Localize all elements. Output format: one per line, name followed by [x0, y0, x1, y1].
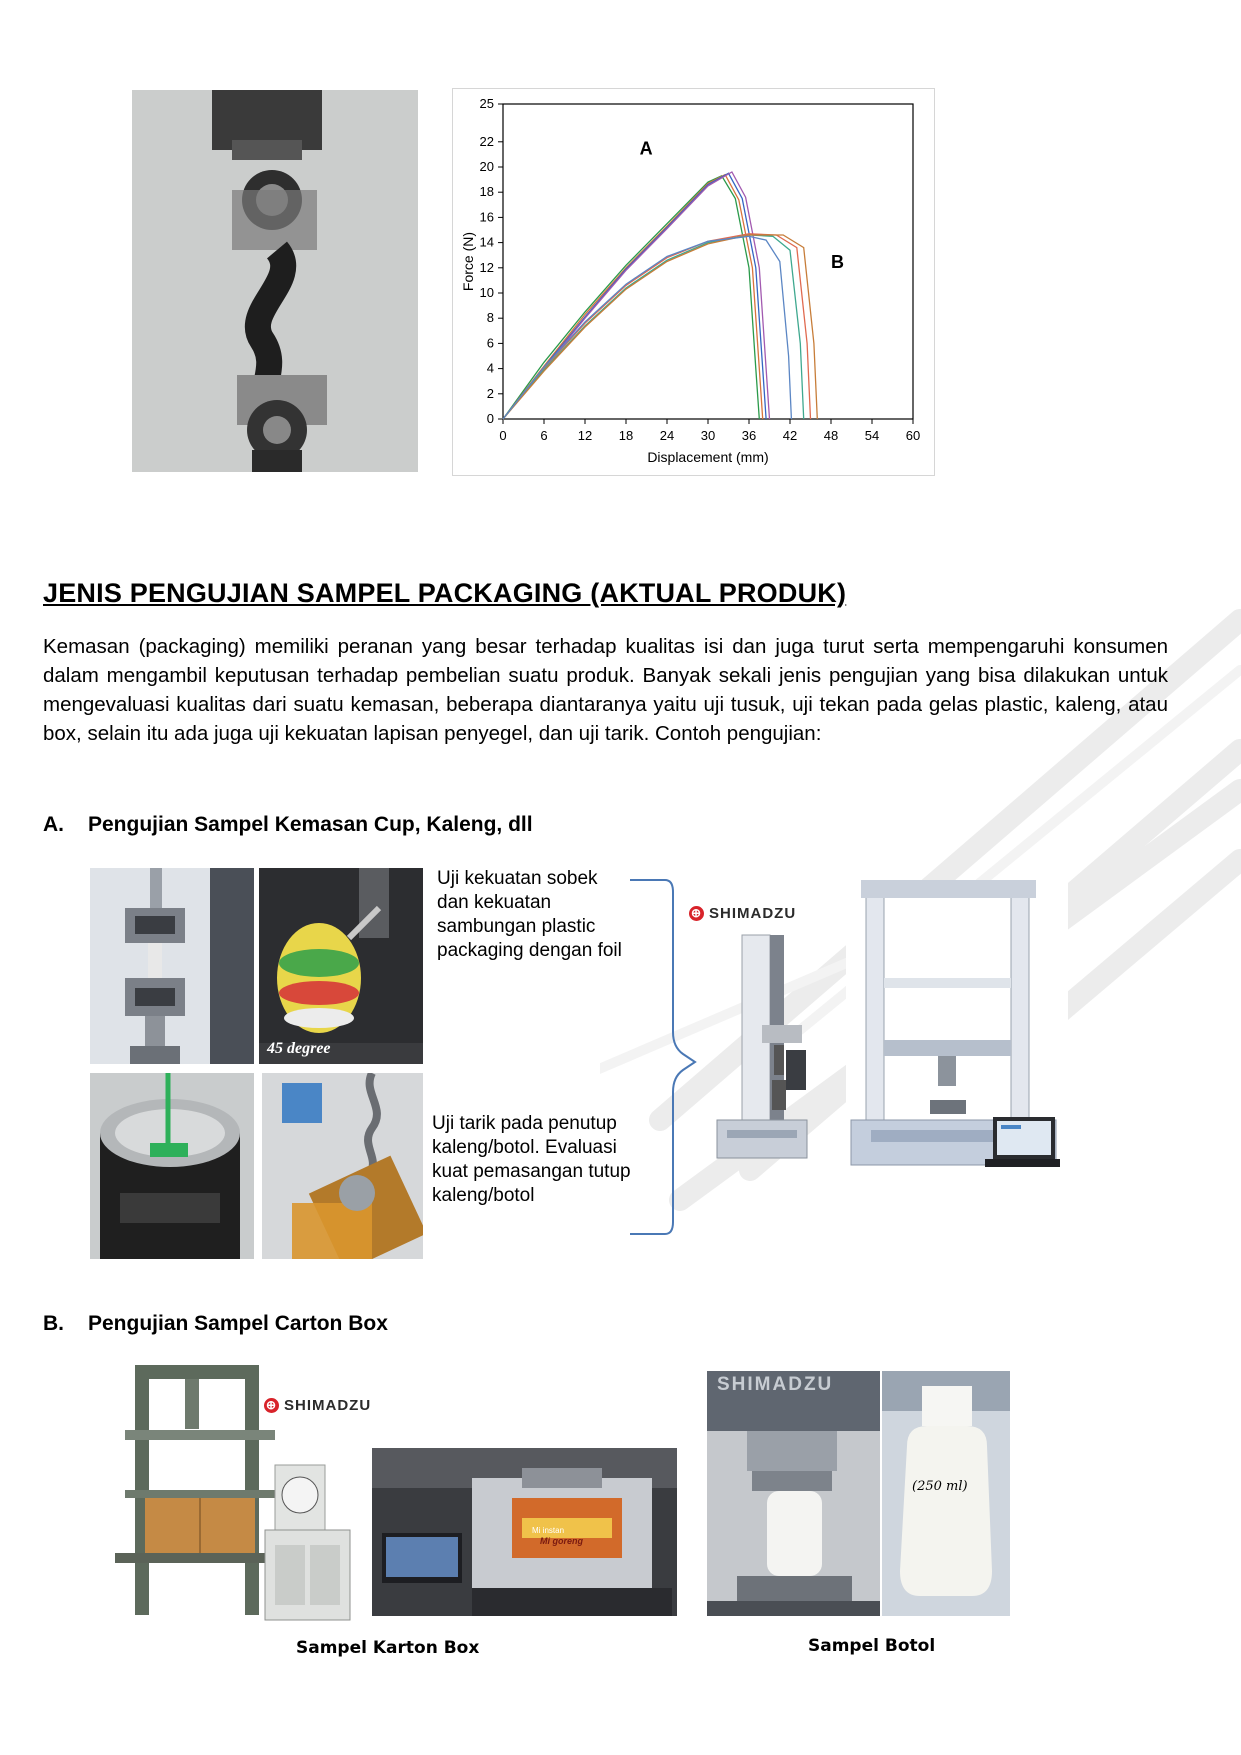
- y-tick-label: 18: [479, 184, 494, 200]
- series-line-A: [503, 175, 763, 419]
- section-a-title: [43, 813, 533, 837]
- y-tick-label: 12: [479, 259, 494, 275]
- caption-bottle: Sampel Botol: [808, 1636, 936, 1656]
- x-tick-label: 0: [499, 428, 507, 443]
- bottle-handwritten-label: (250 ml): [912, 1479, 968, 1494]
- intro-paragraph: Kemasan (packaging) memiliki peranan yang besar terhadap kualitas isi dan juga turut serta mempengaruhi konsumen dalam mengambil keputusan terhadap pembelian suatu produk. Banyak sekali jenis pengujian yang bisa dilakukan untuk mengevaluasi kualitas dari suatu kemasan, beberapa diantaranya yaitu uji tusuk, uji tekan pada gelas plastic, kaleng, atau box, selain itu ada juga uji kekuatan lapisan penyegel, dan uji tarik. Contoh pengujian:: [43, 635, 1168, 745]
- y-tick-label: 4: [486, 360, 494, 376]
- y-tick-label: 16: [479, 209, 494, 225]
- can-lid-photo: [90, 1073, 254, 1259]
- y-axis-label: Force (N): [460, 231, 476, 292]
- curve-group-label: B: [831, 251, 844, 272]
- tensile-cap-note: Uji tarik pada penutup kaleng/botol. Evaluasi kuat pemasangan tutup kaleng/botol: [432, 1113, 631, 1206]
- y-tick-label: 25: [479, 96, 494, 111]
- note-bracket: [625, 872, 705, 1242]
- bottle-compression-photo: [707, 1371, 880, 1616]
- force-displacement-chart-frame: [452, 88, 935, 476]
- x-axis-label: Displacement (mm): [647, 449, 769, 465]
- y-tick-label: 14: [479, 234, 494, 250]
- section-b-title: [43, 1312, 388, 1336]
- shimadzu-logo-a: [689, 905, 796, 922]
- box-print-product: Mi goreng: [540, 1536, 583, 1546]
- shimadzu-logo-mark-b: ⊕: [265, 1398, 278, 1412]
- x-tick-label: 36: [741, 428, 757, 443]
- x-tick-label: 48: [823, 428, 839, 443]
- carton-box-test-photo: [372, 1448, 677, 1616]
- y-tick-label: 6: [486, 335, 494, 351]
- bottle-cap-hook-photo: [262, 1073, 423, 1259]
- section-b-letter: B.: [43, 1312, 64, 1335]
- single-column-tester-image: [712, 925, 822, 1175]
- x-tick-label: 18: [618, 428, 634, 443]
- section-heading: JENIS PENGUJIAN SAMPEL PACKAGING (AKTUAL PRODUK): [43, 578, 847, 608]
- y-tick-label: 0: [486, 411, 494, 426]
- x-tick-label: 30: [700, 428, 716, 443]
- shimadzu-logo-mark: ⊕: [690, 906, 703, 920]
- laptop-image: [975, 1112, 1065, 1182]
- section-b-text: Pengujian Sampel Carton Box: [88, 1312, 388, 1335]
- section-a-letter: A.: [43, 813, 64, 836]
- shimadzu-logo-b: [264, 1397, 371, 1414]
- box-print-brand: Mi instan: [532, 1526, 565, 1535]
- caption-carton-box: Sampel Karton Box: [296, 1638, 480, 1658]
- y-tick-label: 8: [486, 310, 494, 326]
- shimadzu-brand-text-b: SHIMADZU: [284, 1397, 372, 1414]
- angle-label: 45 degree: [267, 1040, 331, 1057]
- series-line-A: [503, 172, 770, 419]
- shimadzu-brand-text: SHIMADZU: [709, 905, 797, 922]
- x-tick-label: 42: [782, 428, 798, 443]
- y-tick-label: 10: [479, 285, 494, 300]
- tensile-grip-photo: [132, 90, 418, 472]
- force-displacement-chart: [453, 89, 934, 475]
- film-peel-grip-photo: [90, 868, 254, 1064]
- cup-peel-45-photo: [259, 868, 423, 1064]
- series-line-A: [503, 173, 766, 419]
- x-tick-label: 6: [540, 428, 548, 443]
- bottle-sample-photo: [882, 1371, 1010, 1616]
- series-line-A: [503, 176, 759, 419]
- peel-test-note: Uji kekuatan sobek dan kekuatan sambungan plastic packaging dengan foil: [437, 868, 622, 961]
- section-a-text: Pengujian Sampel Kemasan Cup, Kaleng, dll: [88, 813, 533, 836]
- brand-watermark-on-machine: SHIMADZU: [717, 1374, 834, 1395]
- y-tick-label: 22: [479, 133, 494, 149]
- curve-group-label: A: [639, 138, 653, 159]
- x-tick-label: 54: [864, 428, 880, 443]
- plot-area-frame: [503, 104, 913, 419]
- x-tick-label: 12: [577, 428, 593, 443]
- y-tick-label: 20: [479, 159, 494, 174]
- x-tick-label: 60: [905, 428, 921, 443]
- x-tick-label: 24: [659, 428, 675, 443]
- y-tick-label: 2: [486, 385, 494, 401]
